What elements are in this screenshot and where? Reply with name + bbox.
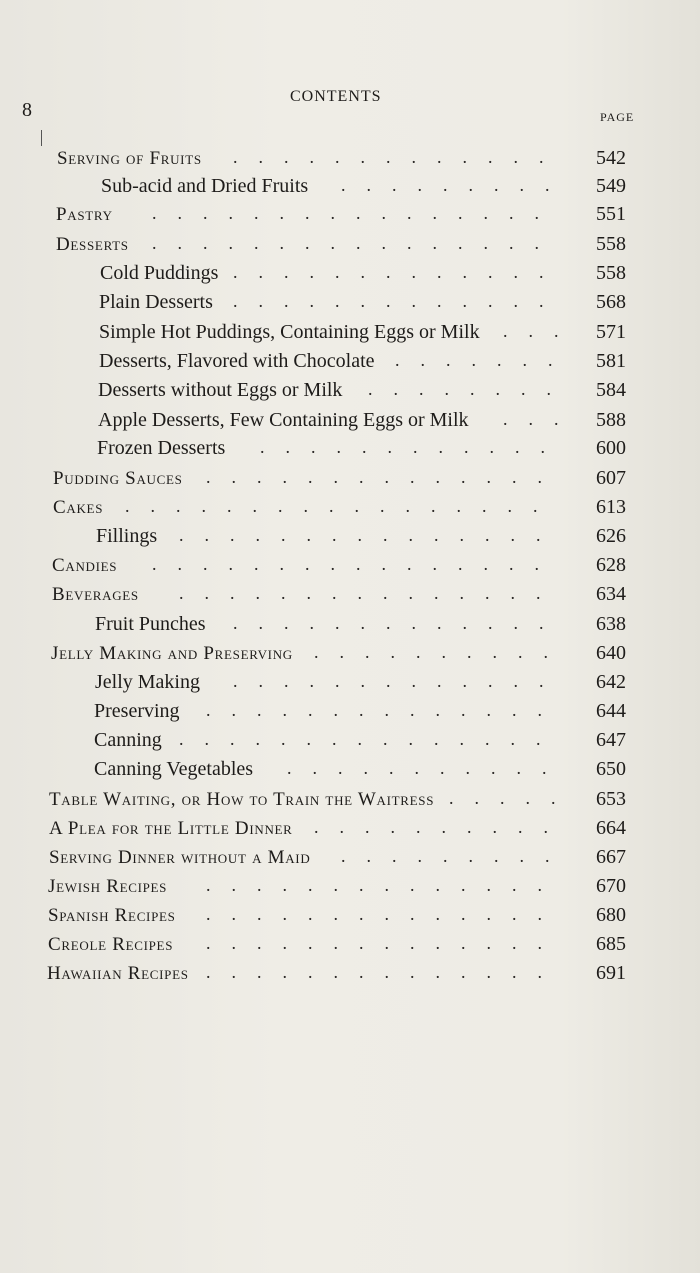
dot-leader: ................ bbox=[152, 554, 560, 574]
toc-entry-page: 600 bbox=[596, 437, 626, 459]
toc-entry bbox=[0, 637, 700, 667]
toc-entry-page: 542 bbox=[596, 147, 626, 169]
toc-entry-label: Frozen Desserts bbox=[97, 437, 226, 459]
toc-entry bbox=[0, 286, 700, 316]
toc-entry-page: 558 bbox=[596, 233, 626, 255]
toc-entry bbox=[0, 928, 700, 958]
dot-leader: .............. bbox=[206, 933, 563, 953]
toc-entry-label: Sub-acid and Dried Fruits bbox=[101, 175, 309, 197]
dot-leader: ............ bbox=[260, 437, 566, 457]
toc-entry-label: Desserts without Eggs or Milk bbox=[98, 379, 343, 401]
dot-leader: ................ bbox=[152, 233, 560, 253]
toc-entry-page: 644 bbox=[596, 700, 626, 722]
dot-leader: ............... bbox=[179, 729, 562, 749]
toc-entry-page: 642 bbox=[596, 671, 626, 693]
dot-leader: ..... bbox=[449, 788, 577, 808]
dot-leader: .............. bbox=[206, 875, 563, 895]
dot-leader: ................ bbox=[152, 203, 560, 223]
toc-entry-page: 581 bbox=[596, 350, 626, 372]
toc-entry bbox=[0, 666, 700, 696]
toc-entry-page: 670 bbox=[596, 875, 626, 897]
dot-leader: .............. bbox=[206, 700, 563, 720]
dot-leader: .............. bbox=[206, 962, 563, 982]
toc-entry-page: 664 bbox=[596, 817, 626, 839]
toc-entry bbox=[0, 608, 700, 638]
toc-entry-label: Jewish Recipes bbox=[48, 876, 168, 897]
dot-leader: .......... bbox=[314, 817, 569, 837]
dot-leader: ............. bbox=[233, 671, 565, 691]
toc-entry bbox=[0, 142, 700, 172]
toc-entry-page: 626 bbox=[596, 525, 626, 547]
toc-entry-label: Apple Desserts, Few Containing Eggs or Milk bbox=[98, 409, 469, 431]
toc-entry-page: 634 bbox=[596, 583, 626, 605]
toc-entry bbox=[0, 783, 700, 813]
toc-entry-label: Serving Dinner without a Maid bbox=[49, 847, 311, 868]
dot-leader: ......... bbox=[341, 846, 571, 866]
toc-entry bbox=[0, 724, 700, 754]
toc-entry-page: 691 bbox=[596, 962, 626, 984]
toc-entry-label: Serving of Fruits bbox=[57, 148, 202, 169]
toc-entry-label: Fruit Punches bbox=[95, 613, 206, 635]
toc-entry-label: Jelly Making bbox=[95, 671, 200, 693]
toc-entry bbox=[0, 404, 700, 434]
toc-entry-label: Plain Desserts bbox=[99, 291, 213, 313]
dot-leader: ............... bbox=[179, 525, 562, 545]
toc-entry-label: Cold Puddings bbox=[100, 262, 219, 284]
toc-entry-label: Simple Hot Puddings, Containing Eggs or Milk bbox=[99, 321, 480, 343]
toc-entry bbox=[0, 462, 700, 492]
toc-entry-page: 667 bbox=[596, 846, 626, 868]
toc-entry-page: 638 bbox=[596, 613, 626, 635]
toc-entry-label: Creole Recipes bbox=[48, 934, 174, 955]
dot-leader: ... bbox=[503, 321, 580, 341]
toc-entry-label: Canning Vegetables bbox=[94, 758, 254, 780]
toc-entry-page: 650 bbox=[596, 758, 626, 780]
toc-entry bbox=[0, 812, 700, 842]
toc-entry-page: 571 bbox=[596, 321, 626, 343]
dot-leader: ....... bbox=[395, 350, 574, 370]
toc-entry bbox=[0, 899, 700, 929]
toc-entry-label: Table Waiting, or How to Train the Waitress bbox=[49, 789, 435, 810]
toc-entry bbox=[0, 491, 700, 521]
dot-leader: ............. bbox=[233, 613, 565, 633]
toc-entry bbox=[0, 578, 700, 608]
toc-entry bbox=[0, 170, 700, 200]
toc-entry-page: 653 bbox=[596, 788, 626, 810]
page-number: 8 bbox=[22, 99, 32, 121]
toc-entry-label: Desserts, Flavored with Chocolate bbox=[99, 350, 375, 372]
toc-entry bbox=[0, 345, 700, 375]
toc-entry-label: Canning bbox=[94, 729, 162, 751]
toc-entry-page: 568 bbox=[596, 291, 626, 313]
toc-entry bbox=[0, 374, 700, 404]
toc-entry-label: Pudding Sauces bbox=[53, 468, 183, 489]
page-title: CONTENTS bbox=[290, 88, 382, 105]
toc-entry-label: Fillings bbox=[96, 525, 158, 547]
toc-entry bbox=[0, 870, 700, 900]
toc-entry bbox=[0, 841, 700, 871]
toc-entry-page: 588 bbox=[596, 409, 626, 431]
toc-entry-page: 628 bbox=[596, 554, 626, 576]
toc-entry-page: 680 bbox=[596, 904, 626, 926]
toc-entry bbox=[0, 957, 700, 987]
page-column-label: PAGE bbox=[600, 110, 635, 124]
toc-entry-label: Desserts bbox=[56, 234, 129, 255]
dot-leader: ............. bbox=[233, 147, 565, 167]
toc-entry bbox=[0, 695, 700, 725]
toc-entry bbox=[0, 753, 700, 783]
dot-leader: .............. bbox=[206, 467, 563, 487]
toc-entry-page: 613 bbox=[596, 496, 626, 518]
dot-leader: ................. bbox=[125, 496, 559, 516]
toc-entry-page: 640 bbox=[596, 642, 626, 664]
toc-entry-label: Pastry bbox=[56, 204, 113, 225]
toc-entry-page: 549 bbox=[596, 175, 626, 197]
toc-entry bbox=[0, 198, 700, 228]
toc-entry-page: 685 bbox=[596, 933, 626, 955]
toc-entry-label: Cakes bbox=[53, 497, 104, 518]
toc-entry-label: Candies bbox=[52, 555, 118, 576]
toc-entry-label: Hawaiian Recipes bbox=[47, 963, 189, 984]
toc-entry-page: 647 bbox=[596, 729, 626, 751]
toc-entry-page: 558 bbox=[596, 262, 626, 284]
toc-entry-label: Spanish Recipes bbox=[48, 905, 176, 926]
toc-entry bbox=[0, 549, 700, 579]
dot-leader: ... bbox=[503, 409, 580, 429]
dot-leader: .............. bbox=[206, 904, 563, 924]
toc-entry bbox=[0, 257, 700, 287]
toc-entry-page: 584 bbox=[596, 379, 626, 401]
toc-entry-label: Preserving bbox=[94, 700, 180, 722]
dot-leader: ............... bbox=[179, 583, 562, 603]
toc-entry bbox=[0, 316, 700, 346]
dot-leader: ............. bbox=[233, 291, 565, 311]
toc-entry bbox=[0, 228, 700, 258]
toc-entry-label: A Plea for the Little Dinner bbox=[49, 818, 293, 839]
toc-entry bbox=[0, 432, 700, 462]
toc-entry-page: 551 bbox=[596, 203, 626, 225]
dot-leader: ......... bbox=[341, 175, 571, 195]
toc-entry-page: 607 bbox=[596, 467, 626, 489]
toc-entry bbox=[0, 520, 700, 550]
toc-entry-label: Jelly Making and Preserving bbox=[51, 643, 293, 664]
dot-leader: ........ bbox=[368, 379, 572, 399]
dot-leader: .......... bbox=[314, 642, 569, 662]
toc-entry-label: Beverages bbox=[52, 584, 139, 605]
dot-leader: ........... bbox=[287, 758, 568, 778]
dot-leader: ............. bbox=[233, 262, 565, 282]
